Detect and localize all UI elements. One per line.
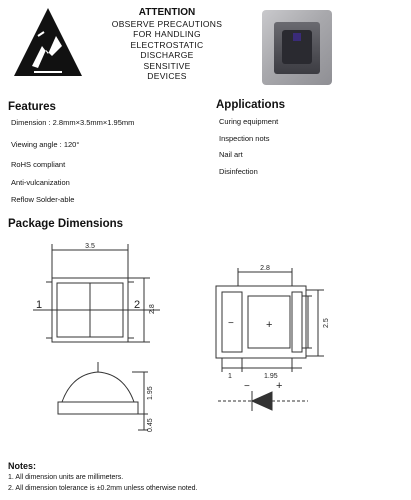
application-item: Curing equipment [219, 117, 279, 126]
application-item: Disinfection [219, 167, 258, 176]
pin-2-label: 2 [134, 299, 141, 311]
bottom-view-drawing [208, 260, 338, 382]
dim-bottom-height: 2.5 [323, 318, 330, 328]
esd-warning-icon [12, 6, 84, 78]
dim-bottom-pitch: 1.95 [264, 373, 278, 380]
feature-item: RoHS compliant [11, 160, 66, 169]
led-lens [274, 22, 320, 74]
attention-title: ATTENTION [138, 7, 196, 18]
dim-bottom-pad: 1 [228, 373, 232, 380]
note-item: 2. All dimension tolerance is ±0.2mm unless otherwise noted. [8, 485, 198, 492]
features-heading: Features [8, 101, 56, 113]
applications-heading: Applications [216, 99, 286, 111]
dim-side-base: 0.45 [147, 418, 154, 432]
feature-item: Dimension : 2.8mm×3.5mm×1.95mm [11, 118, 135, 127]
led-die-area [282, 30, 312, 64]
dim-side-height: 1.95 [147, 386, 154, 400]
side-view-drawing [50, 360, 160, 445]
application-item: Inspection nots [219, 134, 270, 143]
attention-line: DISCHARGE [140, 50, 194, 60]
pin-1-label: 1 [36, 299, 43, 311]
notes-section [8, 461, 197, 494]
attention-line: OBSERVE PRECAUTIONS [111, 18, 223, 29]
attention-line: ELECTROSTATIC [130, 39, 204, 50]
diode-polarity-symbol [218, 378, 318, 412]
attention-line: SENSITIVE [143, 60, 191, 71]
dim-top-width: 3.5 [85, 243, 95, 250]
dim-top-height: 2.8 [149, 304, 156, 314]
attention-line: DEVICES [147, 71, 187, 81]
polarity-minus: − [244, 381, 250, 392]
led-chip [293, 33, 301, 41]
product-photo [262, 10, 332, 85]
polarity-plus: + [276, 380, 283, 392]
notes-heading: Notes: [8, 461, 37, 471]
top-view-drawing [30, 238, 170, 360]
package-dimensions-heading: Package Dimensions [8, 218, 124, 230]
feature-item: Anti-vulcanization [11, 178, 70, 187]
feature-item: Viewing angle : 120° [11, 140, 80, 149]
attention-line: FOR HANDLING [133, 29, 201, 39]
pad-minus-label: − [228, 318, 234, 329]
pad-plus-label: + [266, 319, 273, 331]
feature-item: Reflow Solder-able [11, 195, 75, 204]
dim-bottom-width: 2.8 [260, 265, 270, 272]
attention-block [92, 8, 242, 82]
note-item: 1. All dimension units are millimeters. [8, 474, 124, 481]
application-item: Nail art [219, 150, 243, 159]
